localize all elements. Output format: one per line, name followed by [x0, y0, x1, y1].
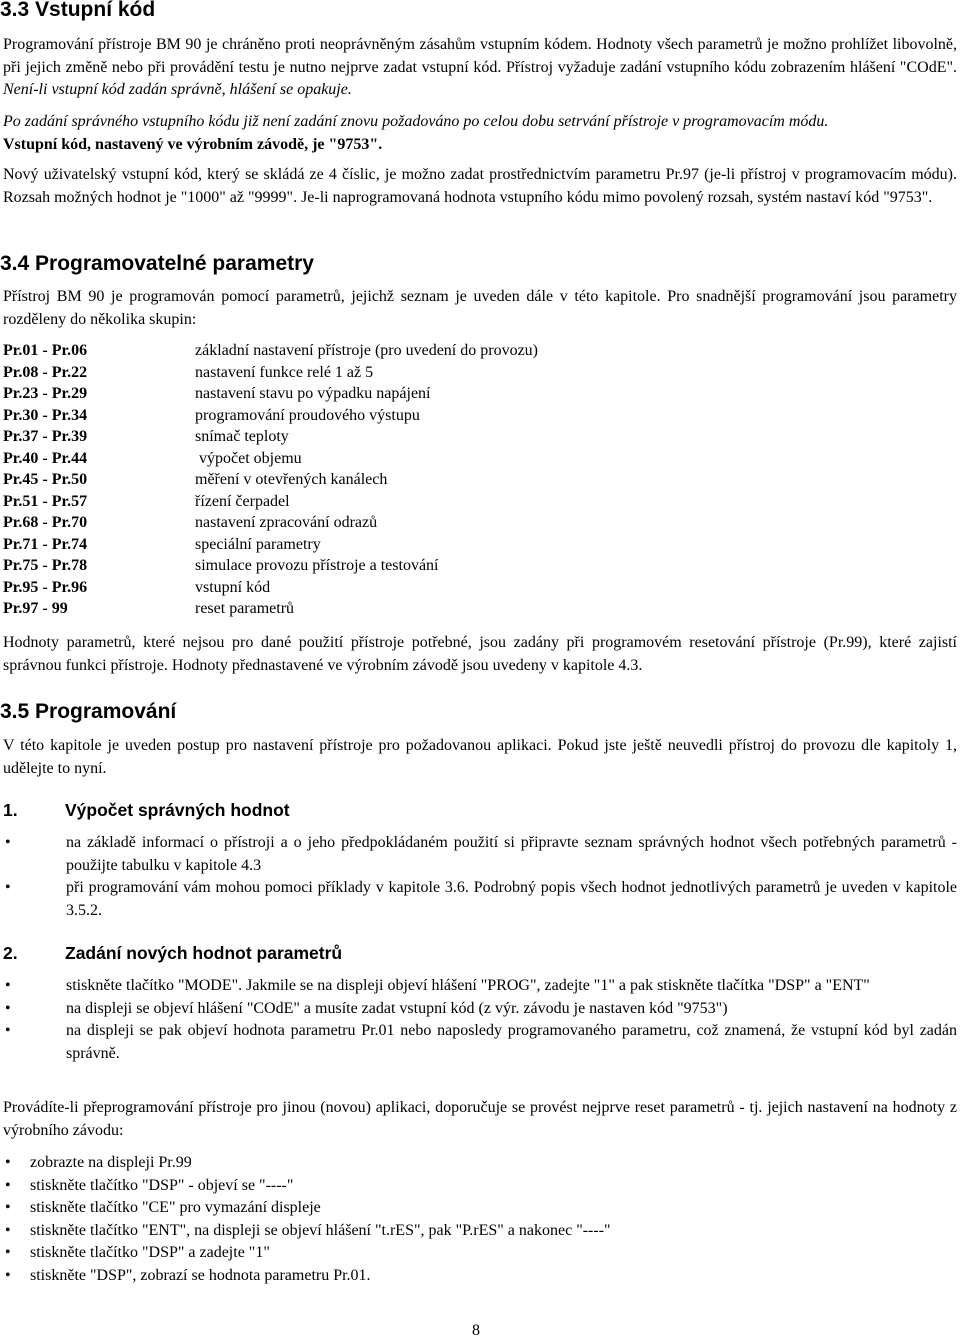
- parameter-group-row: [3, 491, 538, 513]
- parameter-description: nastavení funkce relé 1 až 5: [195, 363, 374, 381]
- parameter-group-row: [3, 555, 538, 577]
- step-1-list: [3, 832, 957, 922]
- list-item: [3, 1152, 957, 1175]
- parameter-group-row: [3, 512, 538, 534]
- parameter-range: Pr.97 - 99: [3, 600, 68, 617]
- parameter-group-row: [3, 469, 538, 491]
- list-item: [3, 877, 957, 922]
- bullet-icon: •: [5, 879, 11, 896]
- reset-steps-list: [3, 1152, 957, 1287]
- paragraph-parameters-outro: Hodnoty parametrů, které nejsou pro dané použití přístroje potřebné, jsou zadány při programovém resetování přístroje (Pr.99), které zajistí správnou funkci přístroje. Hodnoty přednastavené ve výrobním závodě jsou uvedeny v kapitole 4.3.: [3, 634, 957, 674]
- paragraph-access-code-intro: [3, 34, 957, 102]
- bullet-icon: •: [5, 1221, 11, 1239]
- parameter-range: Pr.30 - Pr.34: [3, 406, 88, 424]
- parameter-range: Pr.23 - Pr.29: [3, 385, 88, 402]
- parameter-group-row: [3, 405, 538, 427]
- step-1-heading: [3, 800, 290, 821]
- parameter-group-row: [3, 534, 538, 556]
- parameter-groups-table: [3, 340, 538, 620]
- parameter-description: základní nastavení přístroje (pro uvedení do provozu): [195, 342, 538, 359]
- list-item: [3, 975, 957, 998]
- parameter-description: řízení čerpadel: [195, 492, 290, 510]
- parameter-range: Pr.68 - Pr.70: [3, 514, 88, 531]
- parameter-description: výpočet objemu: [195, 449, 302, 467]
- paragraph-access-code-validity: [3, 111, 957, 156]
- step-title: Zadání nových hodnot parametrů: [65, 943, 343, 963]
- step-number: 1.: [3, 800, 18, 820]
- bullet-icon: •: [5, 1154, 11, 1171]
- parameter-group-row: [3, 598, 538, 620]
- parameter-description: programování proudového výstupu: [195, 406, 420, 424]
- parameter-description: reset parametrů: [195, 600, 295, 617]
- list-item-text: stiskněte tlačítko "DSP" - objeví se "----": [30, 1176, 294, 1194]
- list-item-text: při programování vám mohou pomoci příklady v kapitole 3.6. Podrobný popis všech hodnot jednotlivých parametrů je uveden v kapitole 3.5.2.: [66, 879, 957, 919]
- paragraph-text-italic: Není-li vstupní kód zadán správně, hlášení se opakuje.: [3, 81, 352, 98]
- step-title: Výpočet správných hodnot: [65, 800, 290, 820]
- list-item: [3, 998, 957, 1021]
- list-item-text: stiskněte tlačítko "ENT", na displeji se objeví hlášení "t.rES", pak "P.rES" a nakonec "----": [30, 1221, 611, 1239]
- section-heading-3-3: 3.3 Vstupní kód: [0, 0, 156, 21]
- list-item: [3, 1242, 957, 1265]
- parameter-range: Pr.71 - Pr.74: [3, 535, 88, 553]
- bullet-icon: •: [5, 834, 11, 851]
- paragraph-parameters-intro: Přístroj BM 90 je programován pomocí parametrů, jejichž seznam je uveden dále v této kapitole. Pro snadnější programování jsou parametry rozděleny do několika skupin:: [3, 288, 957, 328]
- parameter-range: Pr.37 - Pr.39: [3, 428, 88, 445]
- section-heading-3-4: 3.4 Programovatelné parametry: [0, 252, 314, 275]
- list-item-text: na displeji se pak objeví hodnota parametru Pr.01 nebo naposledy programovaného parametru, což znamená, že vstupní kód byl zadán správně.: [66, 1022, 957, 1062]
- list-item: [3, 1175, 957, 1198]
- list-item-text: na displeji se objeví hlášení "COdE" a musíte zadat vstupní kód (z výr. závodu je nastaven kód "9753"): [66, 999, 728, 1017]
- list-item: [3, 1020, 957, 1065]
- bullet-icon: •: [5, 1022, 11, 1039]
- parameter-range: Pr.95 - Pr.96: [3, 578, 88, 596]
- bullet-icon: •: [5, 1176, 11, 1194]
- parameter-description: simulace provozu přístroje a testování: [195, 557, 439, 574]
- parameter-group-row: [3, 383, 538, 405]
- bullet-icon: •: [5, 999, 11, 1017]
- parameter-range: Pr.08 - Pr.22: [3, 363, 88, 381]
- bullet-icon: •: [5, 1199, 11, 1216]
- parameter-group-row: [3, 362, 538, 384]
- step-2-list: [3, 975, 957, 1065]
- bullet-icon: •: [5, 977, 11, 994]
- parameter-range: Pr.45 - Pr.50: [3, 471, 88, 488]
- parameter-description: vstupní kód: [195, 578, 271, 596]
- list-item-text: stiskněte tlačítko "DSP" a zadejte "1": [30, 1244, 270, 1261]
- list-item-text: stiskněte tlačítko "CE" pro vymazání displeje: [30, 1199, 321, 1216]
- list-item: [3, 1265, 957, 1288]
- parameter-description: nastavení zpracování odrazů: [195, 514, 378, 531]
- parameter-range: Pr.01 - Pr.06: [3, 342, 88, 359]
- list-item: [3, 832, 957, 877]
- factory-code-statement: Vstupní kód, nastavený ve výrobním závodě, je "9753".: [3, 135, 383, 153]
- parameter-description: speciální parametry: [195, 535, 321, 553]
- parameter-group-row: [3, 340, 538, 362]
- paragraph-user-code: Nový uživatelský vstupní kód, který se skládá ze 4 číslic, je možno zadat prostřednictvím parametru Pr.97 (je-li přístroj v programovacím módu). Rozsah možných hodnot je "1000" až "9999". Je-li naprogramovaná hodnota vstupního kódu mimo povolený rozsah, systém nastaví kód "9753".: [3, 166, 957, 206]
- list-item: [3, 1197, 957, 1220]
- parameter-range: Pr.51 - Pr.57: [3, 492, 88, 510]
- parameter-range: Pr.75 - Pr.78: [3, 557, 88, 574]
- bullet-icon: •: [5, 1244, 11, 1261]
- page-number: 8: [472, 1322, 480, 1339]
- parameter-group-row: [3, 577, 538, 599]
- paragraph-text: Programování přístroje BM 90 je chráněno proti neoprávněným zásahům vstupním kódem. Hodnoty všech parametrů je možno prohlížet libovolně, při jejich změně nebo při provádění testu je nutno nejprve zadat vstupní kód. Přístroj vyžaduje zadání vstupního kódu zobrazením hlášení "COdE".: [3, 36, 957, 76]
- paragraph-programming-intro: V této kapitole je uveden postup pro nastavení přístroje pro požadovanou aplikaci. Pokud jste ještě neuvedli přístroj do provozu dle kapitoly 1, udělejte to nyní.: [3, 737, 957, 777]
- step-number: 2.: [3, 943, 18, 963]
- parameter-group-row: [3, 426, 538, 448]
- paragraph-reset-intro: Provádíte-li přeprogramování přístroje pro jinou (novou) aplikaci, doporučuje se provést nejprve reset parametrů - tj. jejich nastavení na hodnoty z výrobního závodu:: [3, 1099, 957, 1139]
- step-2-heading: [3, 943, 342, 964]
- list-item: [3, 1220, 957, 1243]
- bullet-icon: •: [5, 1266, 11, 1284]
- parameter-description: snímač teploty: [195, 428, 289, 445]
- list-item-text: na základě informací o přístroji a o jeho předpokládaném použití si připravte seznam správných hodnot všech potřebných parametrů - použijte tabulku v kapitole 4.3: [66, 834, 957, 874]
- parameter-group-row: [3, 448, 538, 470]
- paragraph-text-italic: Po zadání správného vstupního kódu již není zadání znovu požadováno po celou dobu setrvání přístroje v programovacím módu.: [3, 113, 829, 130]
- list-item-text: stiskněte tlačítko "MODE". Jakmile se na displeji objeví hlášení "PROG", zadejte "1" a pak stiskněte tlačítka "DSP" a "ENT": [66, 977, 870, 994]
- list-item-text: stiskněte "DSP", zobrazí se hodnota parametru Pr.01.: [30, 1266, 371, 1284]
- list-item-text: zobrazte na displeji Pr.99: [30, 1154, 192, 1171]
- section-heading-3-5: 3.5 Programování: [0, 700, 177, 723]
- parameter-description: měření v otevřených kanálech: [195, 471, 388, 488]
- parameter-description: nastavení stavu po výpadku napájení: [195, 385, 431, 402]
- parameter-range: Pr.40 - Pr.44: [3, 449, 88, 467]
